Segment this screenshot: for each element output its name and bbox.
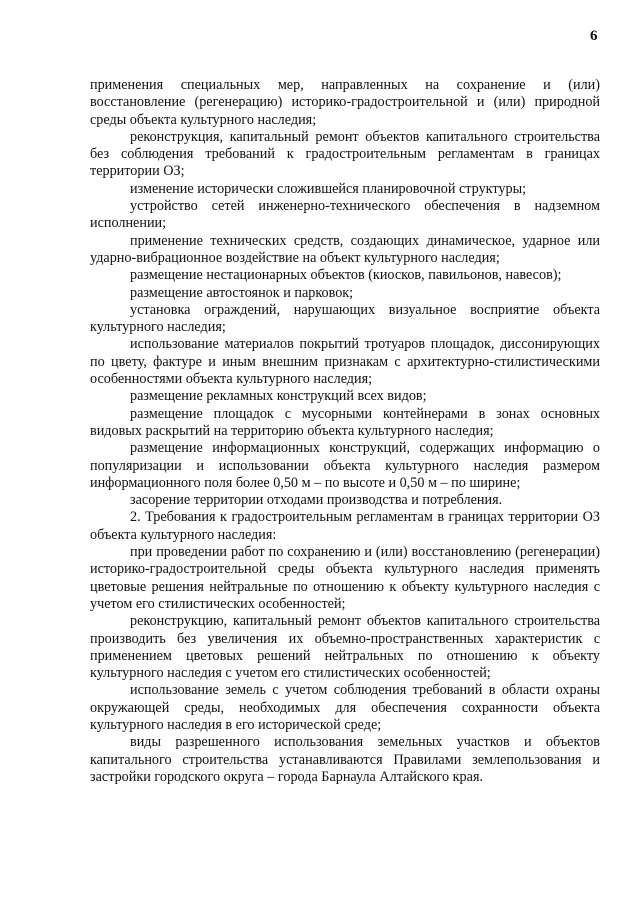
paragraph: размещение нестационарных объектов (киосков, павильонов, навесов); (130, 267, 562, 284)
document-body (90, 77, 600, 786)
page-number: 6 (590, 28, 598, 44)
paragraph: размещение площадок с мусорными контейнерами в зонах основных видовых раскрытий на территорию объекта культурного наследия; (90, 405, 600, 439)
paragraph: размещение информационных конструкций, содержащих информацию о популяризации и использовании объекта культурного наследия размером информационного поля более 0,50 м – по высоте и 0,50 м – по ширине; (90, 440, 600, 491)
paragraph: реконструкция, капитальный ремонт объектов капитального строительства без соблюдения требований к градостроительным регламентам в границах территории ОЗ; (90, 128, 600, 180)
paragraph: размещение автостоянок и парковок; (130, 284, 354, 301)
paragraph: засорение территории отходами производства и потребления. (130, 492, 503, 509)
paragraph: изменение исторически сложившейся планировочной структуры; (130, 180, 527, 197)
paragraph: устройство сетей инженерно-технического обеспечения в надземном исполнении; (90, 198, 600, 232)
paragraph: виды разрешенного использования земельных участков и объектов капитального строительства устанавливаются Правилами землепользования и застройки городского округа – города Барнаула Алтайского края. (90, 734, 600, 785)
paragraph: применение технических средств, создающих динамическое, ударное или ударно-вибрационное воздействие на объект культурного наследия; (90, 232, 600, 266)
paragraph: применения специальных мер, направленных на сохранение и (или) восстановление (регенерацию) историко-градостроительной и (или) природной среды объекта культурного наследия; (90, 77, 600, 128)
paragraph: при проведении работ по сохранению и (или) восстановлению (регенерации) историко-градостроительной среды объекта культурного наследия применять цветовые решения нейтральные по отношению к объекту культурного наследия с учетом его стилистических особенностей; (90, 544, 600, 612)
paragraph: реконструкцию, капитальный ремонт объектов капитального строительства производить без увеличения их объемно-пространственных характеристик с применением цветовых решений нейтральных по отношению к объекту культурного наследия с учетом его стилистических особенностей; (90, 613, 600, 682)
paragraph: использование материалов покрытий тротуаров площадок, диссонирующих по цвету, фактуре и иным внешним признакам с архитектурно-стилистическими особенностями объекта культурного наследия; (90, 336, 600, 388)
paragraph: использование земель с учетом соблюдения требований в области охраны окружающей среды, необходимых для обеспечения сохранности объекта культурного наследия в его исторической среде; (90, 682, 600, 733)
paragraph: размещение рекламных конструкций всех видов; (130, 388, 427, 405)
paragraph: 2. Требования к градостроительным регламентам в границах территории ОЗ объекта культурного наследия: (90, 509, 600, 543)
paragraph: установка ограждений, нарушающих визуальное восприятие объекта культурного наследия; (90, 301, 600, 336)
